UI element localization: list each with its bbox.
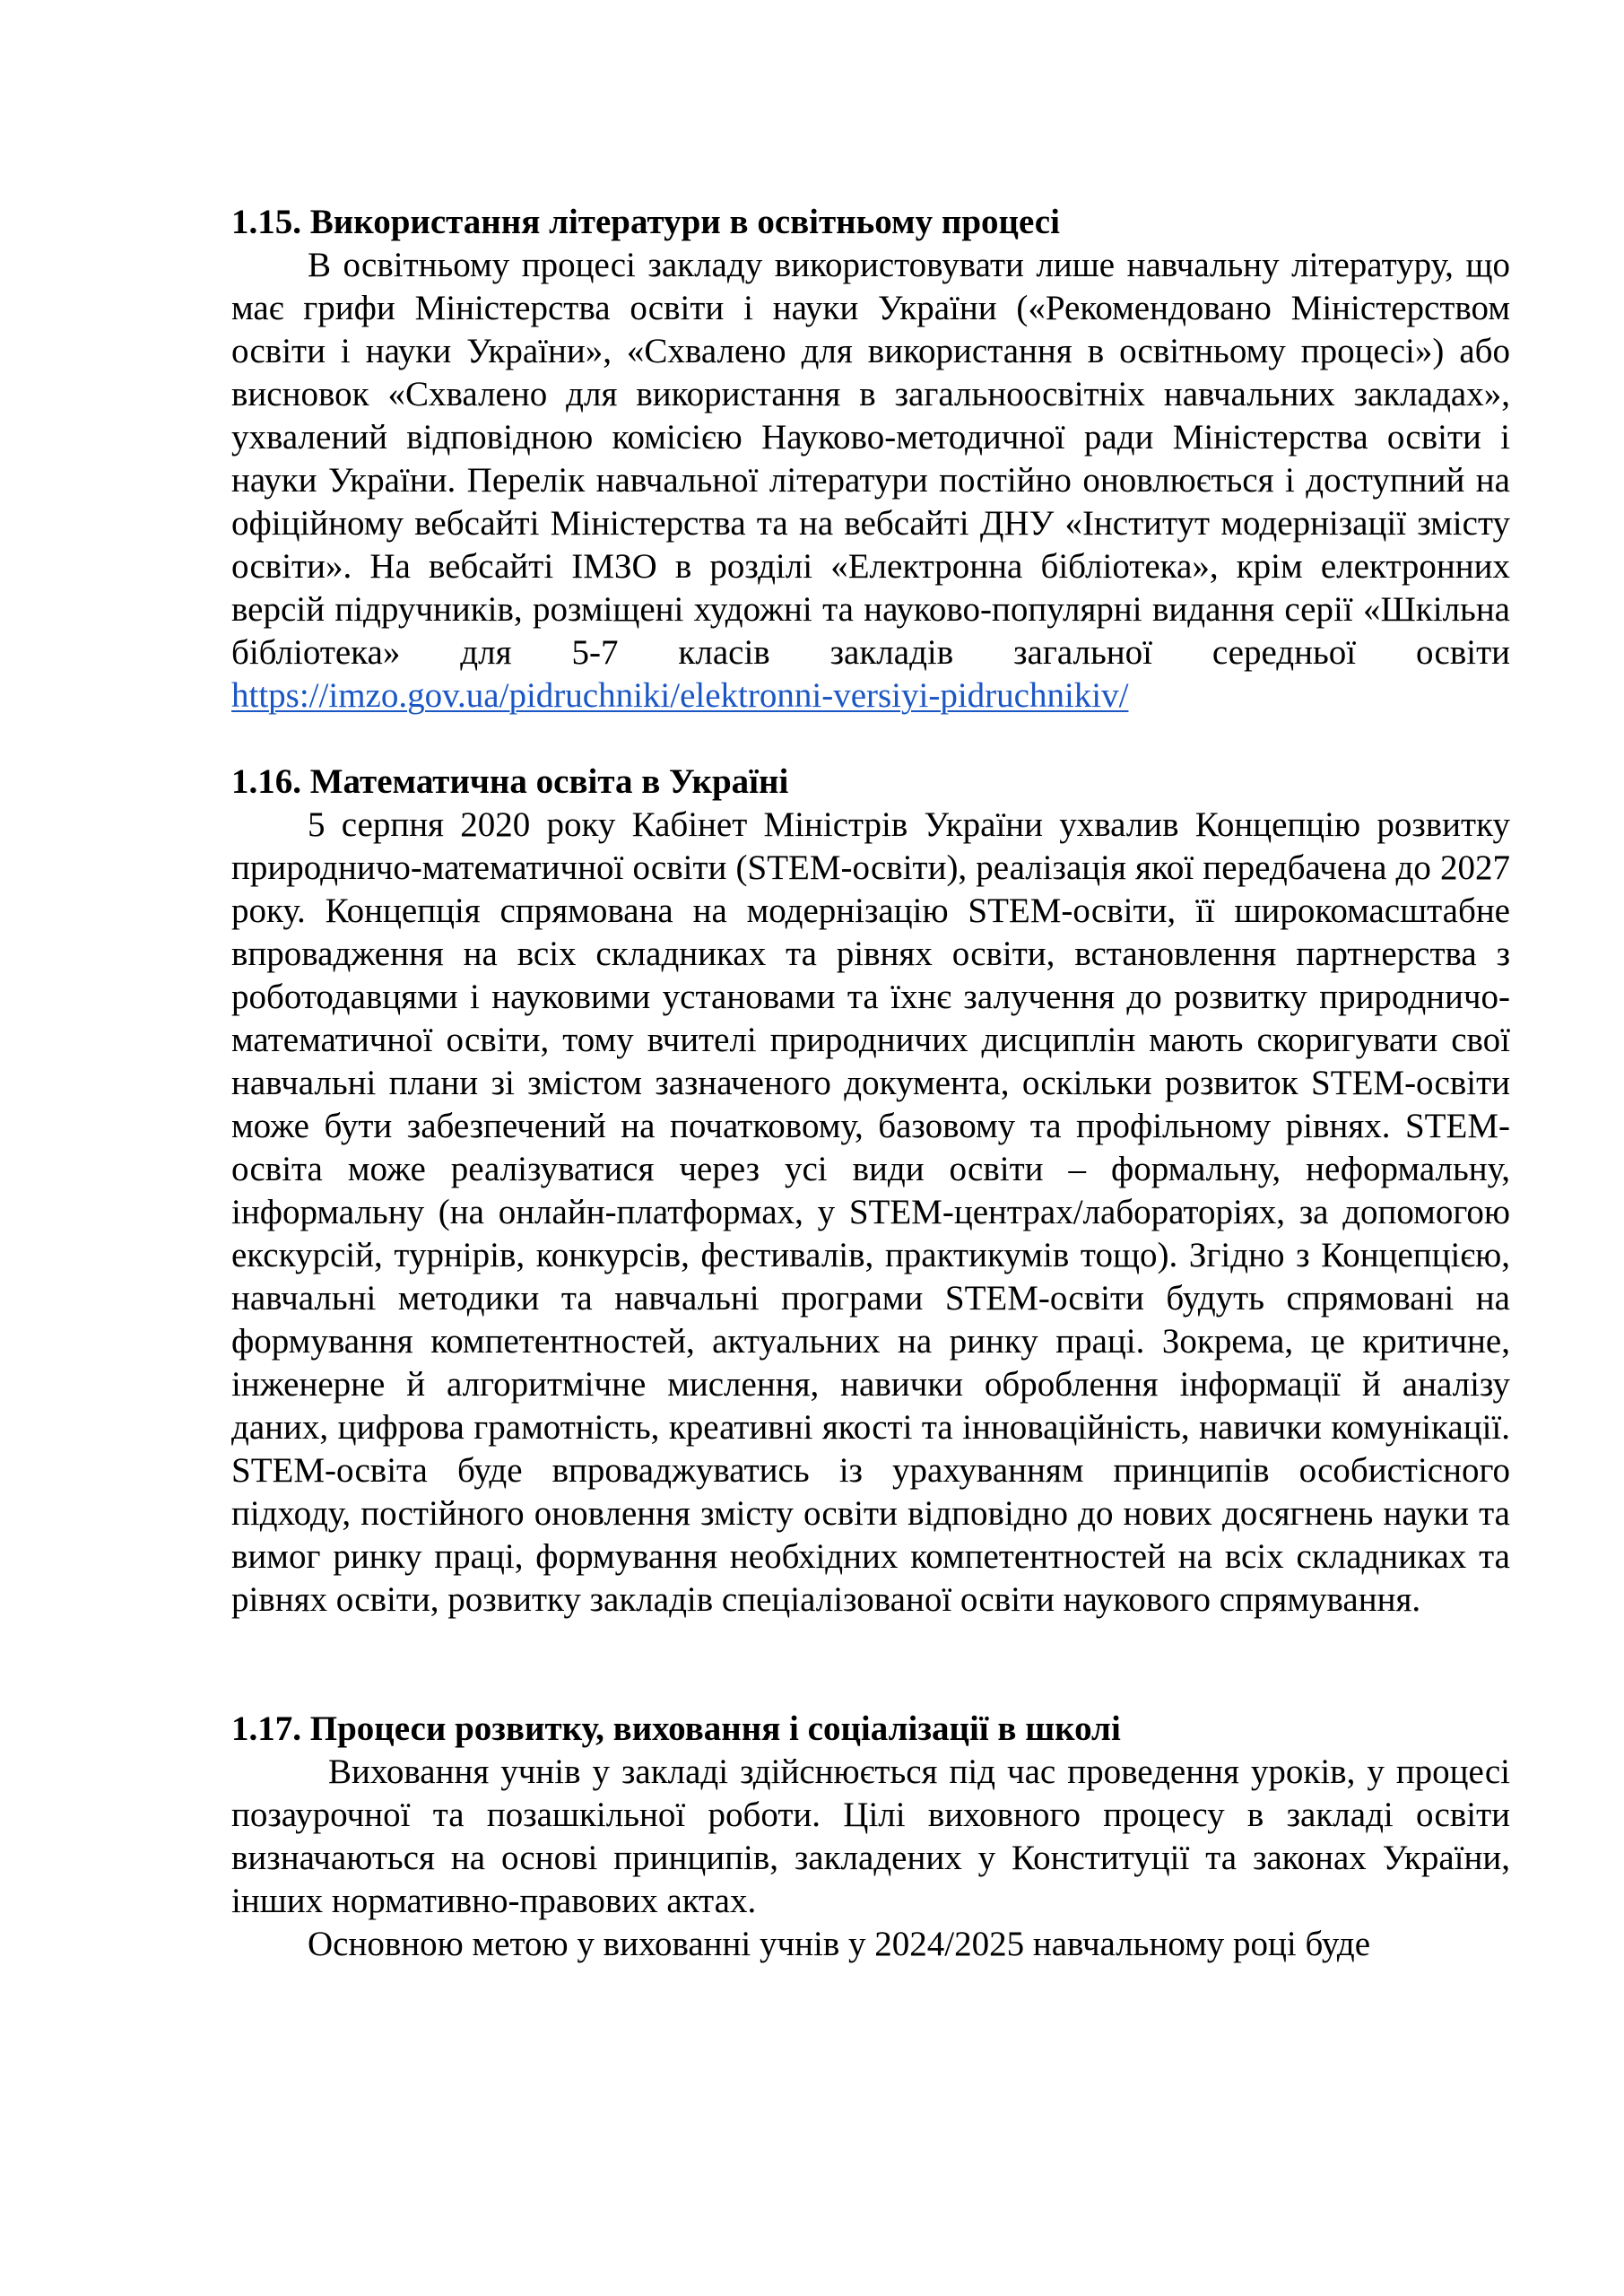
imzo-textbooks-link[interactable]: https://imzo.gov.ua/pidruchniki/elektronni-versiyi-pidruchnikiv/ [231, 676, 1129, 715]
section-title-1-17: 1.17. Процеси розвитку, виховання і соціалізації в школі [231, 1709, 1121, 1748]
spacer [231, 718, 1510, 761]
section-paragraph-1-15 [231, 244, 1510, 718]
section-paragraph-1-16: 5 серпня 2020 року Кабінет Міністрів України ухвалив Концепцію розвитку природничо-математичної освіти (STEM-освіти), реалізація якої передбачена до 2027 року. Концепція спрямована на модернізацію STEM-освіти, її широкомасштабне впровадження на всіх складниках та рівнях освіти, встановлення партнерства з роботодавцями і науковими установами та їхнє залучення до розвитку природничо-математичної освіти, тому вчителі природничих дисциплін мають скоригувати свої навчальні плани зі змістом зазначеного документа, оскільки розвиток STEM-освіти може бути забезпечений на початковому, базовому та профільному рівнях. STEM-освіта може реалізуватися через усі види освіти – формальну, неформальну, інформальну (на онлайн-платформах, у STEM-центрах/лабораторіях, за допомогою екскурсій, турнірів, конкурсів, фестивалів, практикумів тощо). Згідно з Концепцією, навчальні методики та навчальні програми STEM-освіти будуть спрямовані на формування компетентностей, актуальних на ринку праці. Зокрема, це критичне, інженерне й алгоритмічне мислення, навички оброблення інформації й аналізу даних, цифрова грамотність, креативні якості та інноваційність, навички комунікації. STEM-освіта буде впроваджуватись із урахуванням принципів особистісного підходу, постійного оновлення змісту освіти відповідно до нових досягнень науки та вимог ринку праці, формування необхідних компетентностей на всіх складниках та рівнях освіти, розвитку закладів спеціалізованої освіти наукового спрямування. [231, 805, 1510, 1619]
section-paragraph-1-17-b: Основною метою у вихованні учнів у 2024/2025 навчальному році буде [308, 1925, 1371, 1963]
page-content [231, 201, 1510, 1966]
section-title-1-15: 1.15. Використання літератури в освітньому процесі [231, 203, 1060, 241]
section-title-1-16: 1.16. Математична освіта в Україні [231, 762, 789, 801]
spacer [231, 1622, 1510, 1708]
section-paragraph-1-17-a: Виховання учнів у закладі здійснюється під час проведення уроків, у процесі позаурочної та позашкільної роботи. Цілі виховного процесу в закладі освіти визначаються на основі принципів, закладених у Конституції та законах України, інших нормативно-правових актах. [231, 1752, 1510, 1920]
paragraph-text: В освітньому процесі закладу використовувати лише навчальну літературу, що має грифи Міністерства освіти і науки України («Рекомендовано Міністерством освіти і науки України», «Схвалено для використання в освітньому процесі») або висновок «Схвалено для використання в загальноосвітніх навчальних закладах», ухвалений відповідною комісією Науково-методичної ради Міністерства освіти і науки України. Перелік навчальної літератури постійно оновлюється і доступний на офіційному вебсайті Міністерства та на вебсайті ДНУ «Інститут модернізації змісту освіти». На вебсайті ІМЗО в розділі «Електронна бібліотека», крім електронних версій підручників, розміщені художні та науково-популярні видання серії «Шкільна бібліотека» для 5-7 класів закладів загальної середньої освіти [231, 246, 1510, 672]
